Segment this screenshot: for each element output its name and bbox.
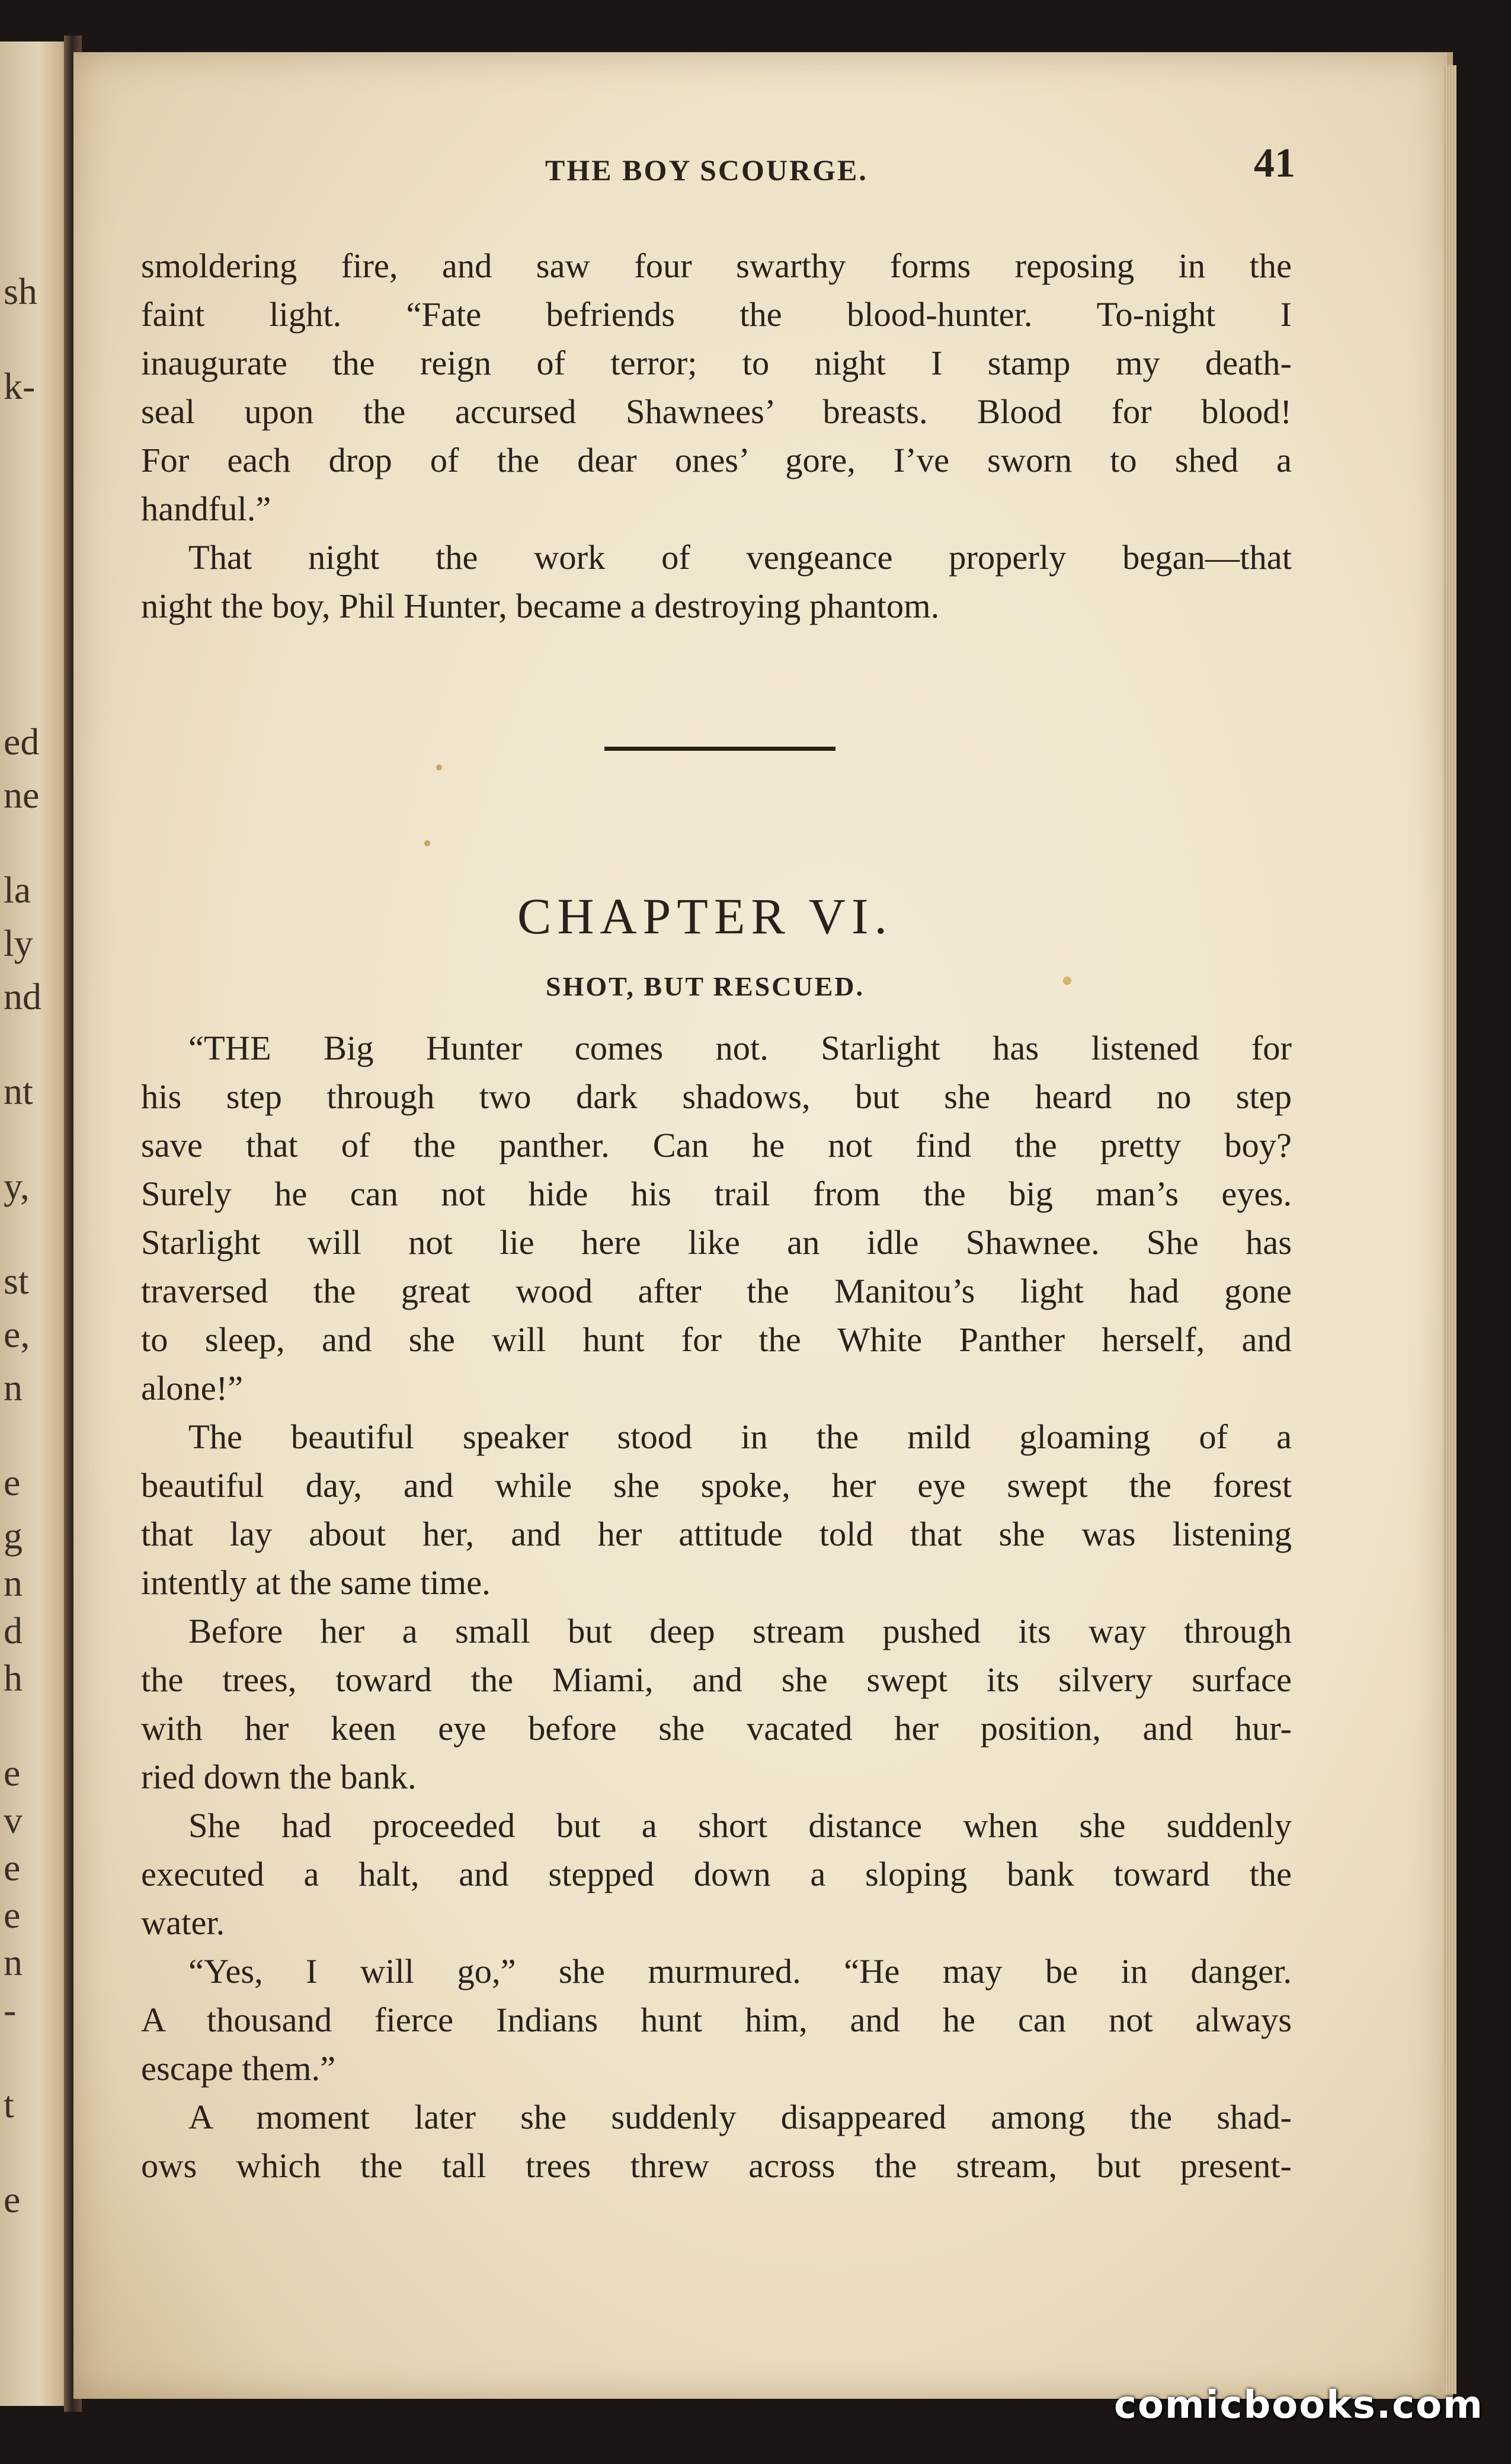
left-fragment: g bbox=[4, 1515, 23, 1557]
section-divider bbox=[604, 747, 835, 751]
page-edge-stack bbox=[1443, 65, 1456, 2394]
text-line: faint light. “Fate befriends the blood-hunter. To-night I bbox=[141, 295, 1292, 334]
left-fragment: d bbox=[4, 1609, 23, 1652]
paper-speck bbox=[436, 764, 442, 770]
text-line: handful.” bbox=[141, 489, 271, 528]
text-line: That night the work of vengeance properly began—that bbox=[188, 538, 1292, 577]
left-fragment: e bbox=[4, 1461, 21, 1503]
left-fragment: ed bbox=[4, 721, 40, 763]
text-line: She had proceeded but a short distance when she suddenly bbox=[188, 1806, 1292, 1845]
text-line: escape them.” bbox=[141, 2049, 336, 2088]
left-fragment: n bbox=[4, 1367, 23, 1409]
left-fragment: e bbox=[4, 1752, 21, 1794]
running-title: THE BOY SCOURGE. bbox=[545, 153, 868, 187]
adjacent-page-fragment bbox=[0, 41, 70, 2406]
left-fragment: e, bbox=[4, 1313, 30, 1355]
text-line: intently at the same time. bbox=[141, 1563, 491, 1602]
text-line: A thousand fierce Indians hunt him, and he can not always bbox=[141, 2001, 1292, 2039]
left-fragment: h bbox=[4, 1657, 23, 1699]
text-line: night the boy, Phil Hunter, became a destroying phantom. bbox=[141, 587, 940, 625]
left-fragment: e bbox=[4, 1894, 21, 1936]
text-line: traversed the great wood after the Manitou’s light had gone bbox=[141, 1272, 1292, 1310]
chapter-title: CHAPTER VI. bbox=[517, 888, 894, 945]
text-line: The beautiful speaker stood in the mild gloaming of a bbox=[188, 1417, 1292, 1456]
left-fragment: n bbox=[4, 1941, 23, 1983]
left-fragment: - bbox=[4, 1989, 17, 2031]
text-line: the trees, toward the Miami, and she swept its silvery surface bbox=[141, 1660, 1292, 1699]
text-line: water. bbox=[141, 1903, 225, 1942]
text-line: Starlight will not lie here like an idle Shawnee. She has bbox=[141, 1223, 1292, 1262]
text-line: ried down the bank. bbox=[141, 1758, 417, 1796]
left-fragment: nd bbox=[4, 975, 41, 1017]
paper-speck bbox=[1063, 977, 1071, 985]
chapter-subtitle: SHOT, BUT RESCUED. bbox=[546, 971, 865, 1001]
page-number: 41 bbox=[1254, 140, 1295, 186]
left-fragment: t bbox=[4, 2084, 14, 2126]
left-fragment: st bbox=[4, 1260, 29, 1302]
left-fragment: la bbox=[4, 869, 31, 911]
left-fragment: y, bbox=[4, 1165, 30, 1207]
text-line: executed a halt, and stepped down a sloping bank toward the bbox=[141, 1855, 1292, 1893]
left-fragment: v bbox=[4, 1799, 23, 1841]
left-fragment: n bbox=[4, 1562, 23, 1604]
text-line: inaugurate the reign of terror; to night I stamp my death- bbox=[141, 344, 1292, 382]
text-line: ows which the tall trees threw across the stream, but present- bbox=[141, 2146, 1292, 2185]
text-line: seal upon the accursed Shawnees’ breasts. Blood for blood! bbox=[141, 392, 1292, 431]
text-line: Surely he can not hide his trail from the big man’s eyes. bbox=[141, 1175, 1292, 1213]
left-fragment: e bbox=[4, 1847, 21, 1889]
text-line: that lay about her, and her attitude told that she was listening bbox=[141, 1515, 1292, 1553]
left-fragment: ly bbox=[4, 922, 33, 964]
paper-speck bbox=[424, 840, 430, 846]
text-line: A moment later she suddenly disappeared among the shad- bbox=[188, 2098, 1292, 2136]
text-line: For each drop of the dear ones’ gore, I’ve sworn to shed a bbox=[141, 441, 1292, 479]
text-line: alone!” bbox=[141, 1369, 244, 1407]
text-line: smoldering fire, and saw four swarthy forms reposing in the bbox=[141, 247, 1292, 285]
left-fragment: k- bbox=[4, 365, 36, 407]
left-fragment: nt bbox=[4, 1070, 33, 1112]
left-fragment: e bbox=[4, 2178, 21, 2220]
text-line: to sleep, and she will hunt for the White Panther herself, and bbox=[141, 1320, 1292, 1359]
text-line: Before her a small but deep stream pushed its way through bbox=[188, 1612, 1292, 1650]
text-line: beautiful day, and while she spoke, her eye swept the forest bbox=[141, 1466, 1292, 1505]
text-line: with her keen eye before she vacated her position, and hur- bbox=[141, 1709, 1292, 1748]
text-line: his step through two dark shadows, but she heard no step bbox=[141, 1077, 1292, 1116]
left-fragment: sh bbox=[4, 270, 37, 312]
text-line: save that of the panther. Can he not find the pretty boy? bbox=[141, 1126, 1292, 1164]
watermark-text: comicbooks.com bbox=[1114, 2383, 1484, 2427]
left-fragment: ne bbox=[4, 774, 40, 816]
text-line: “Yes, I will go,” she murmured. “He may be in danger. bbox=[188, 1952, 1292, 1991]
text-line: “THE Big Hunter comes not. Starlight has listened for bbox=[188, 1029, 1292, 1067]
